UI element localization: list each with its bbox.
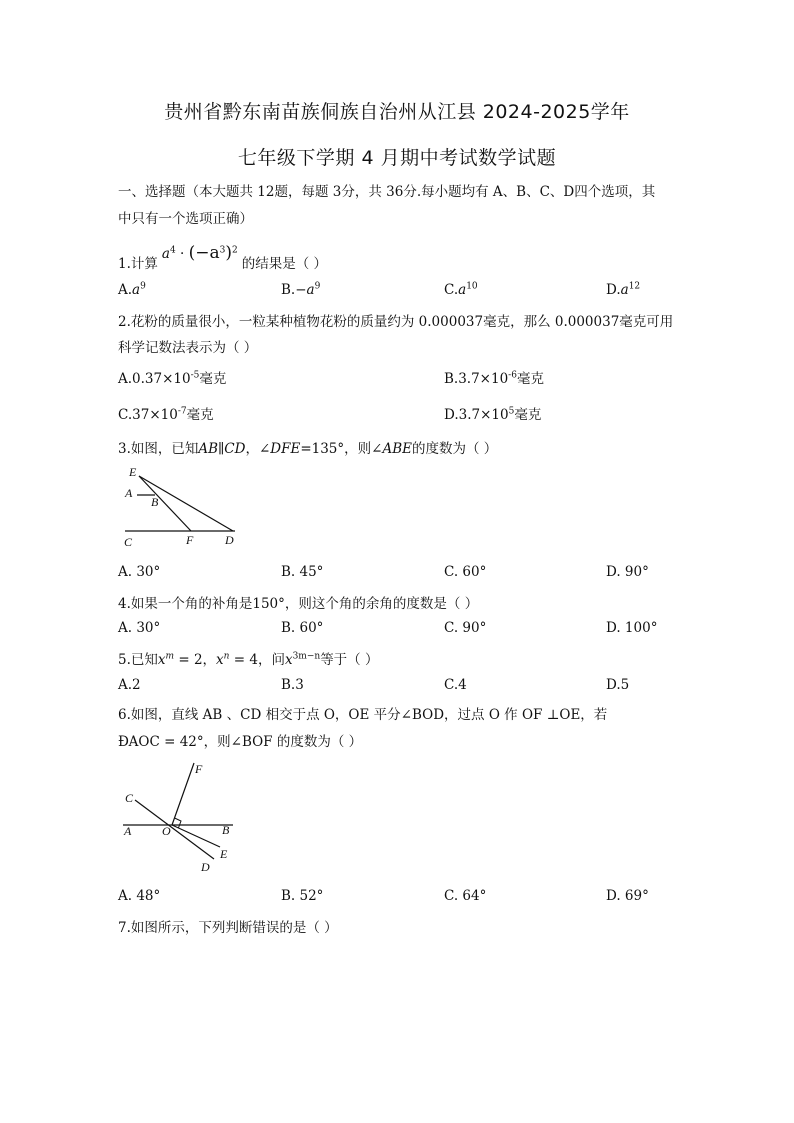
question-3-stem: 3.如图，已知AB∥CD，∠DFE=135°，则∠ABE的度数为（ ） xyxy=(118,441,498,457)
q6-option-d: D. 69° xyxy=(606,888,649,904)
fig3-label-e: E xyxy=(129,465,137,479)
title-line-1: 贵州省黔东南苗族侗族自治州从江县 2024-2025学年 xyxy=(164,101,630,123)
q6-option-b: B. 52° xyxy=(281,888,324,904)
section-heading-line-1: 一、选择题（本大题共 12题，每题 3分，共 36分.每小题均有 A、B、C、D四个选项，其 xyxy=(118,184,656,200)
fig6-label-d: D xyxy=(201,860,210,874)
q5-option-b: B.3 xyxy=(281,677,304,693)
q6-option-c: C. 64° xyxy=(444,888,487,904)
fig6-label-e: E xyxy=(220,847,228,861)
question-6-line-1: 6.如图，直线 AB 、CD 相交于点 O，OE 平分∠BOD，过点 O 作 OF ⊥OE，若 xyxy=(118,707,608,723)
fig3-label-d: D xyxy=(225,533,234,547)
question-1-expression: $a^4 \cdot (-a^3)^2$ xyxy=(161,243,238,263)
q1-option-c: $C.a^{10}$ xyxy=(444,281,478,298)
fig6-label-a: A xyxy=(124,824,132,838)
question-6-figure xyxy=(115,760,245,878)
q3-option-d: D. 90° xyxy=(606,564,649,580)
question-2-line-2: 科学记数法表示为（ ） xyxy=(118,340,258,356)
question-2-line-1: 2.花粉的质量很小，一粒某种植物花粉的质量约为 0.000037毫克，那么 0.000037毫克可用 xyxy=(118,314,674,330)
q6-option-a: A. 48° xyxy=(118,888,161,904)
q1-option-a: $A.a^9$ xyxy=(118,281,146,298)
q2-option-a: $A.0.37\times 10^{-5}$毫克 xyxy=(118,370,227,387)
q2-option-c: $C.37\times 10^{-7}$毫克 xyxy=(118,406,214,423)
q2-option-b: $B.3.7\times 10^{-6}$毫克 xyxy=(444,370,544,387)
title-line-2: 七年级下学期 4 月期中考试数学试题 xyxy=(237,147,557,169)
fig6-label-c: C xyxy=(125,791,134,805)
q4-option-d: D. 100° xyxy=(606,620,658,636)
question-4-stem: 4.如果一个角的补角是150°，则这个角的余角的度数是（ ） xyxy=(118,596,479,612)
q4-option-b: B. 60° xyxy=(281,620,324,636)
q1-option-d: $D.a^{12}$ xyxy=(606,281,641,298)
question-5-stem: 5.已知$x^m = 2$，$x^n = 4$，问$x^{3m-n}$等于（ ） xyxy=(118,651,379,668)
fig6-label-o: O xyxy=(162,824,171,838)
fig3-label-b: B xyxy=(151,495,159,509)
question-3-figure xyxy=(115,462,245,552)
section-heading-line-2: 中只有一个选项正确） xyxy=(118,211,253,227)
q2-option-d: $D.3.7\times 10^5$毫克 xyxy=(444,406,542,423)
question-7-stem: 7.如图所示，下列判断错误的是（ ） xyxy=(118,920,338,936)
fig3-label-f: F xyxy=(186,533,194,547)
q3-option-c: C. 60° xyxy=(444,564,487,580)
q4-option-c: C. 90° xyxy=(444,620,487,636)
fig3-label-c: C xyxy=(124,535,133,549)
q3-option-a: A. 30° xyxy=(118,564,161,580)
q5-option-c: C.4 xyxy=(444,677,467,693)
q3-option-b: B. 45° xyxy=(281,564,324,580)
question-1-suffix: 的结果是（ ） xyxy=(241,256,327,272)
question-1-prefix: 1.计算 xyxy=(118,256,158,272)
q1-option-b: $B.-a^9$ xyxy=(281,281,321,298)
q5-option-a: A.2 xyxy=(118,677,141,693)
fig3-label-a: A xyxy=(125,486,133,500)
q5-option-d: D.5 xyxy=(606,677,630,693)
fig6-label-f: F xyxy=(195,762,203,776)
q4-option-a: A. 30° xyxy=(118,620,161,636)
question-1-stem xyxy=(118,243,327,273)
fig6-label-b: B xyxy=(222,823,230,837)
question-6-line-2: ÐAOC = 42°，则∠BOF 的度数为（ ） xyxy=(118,734,363,750)
